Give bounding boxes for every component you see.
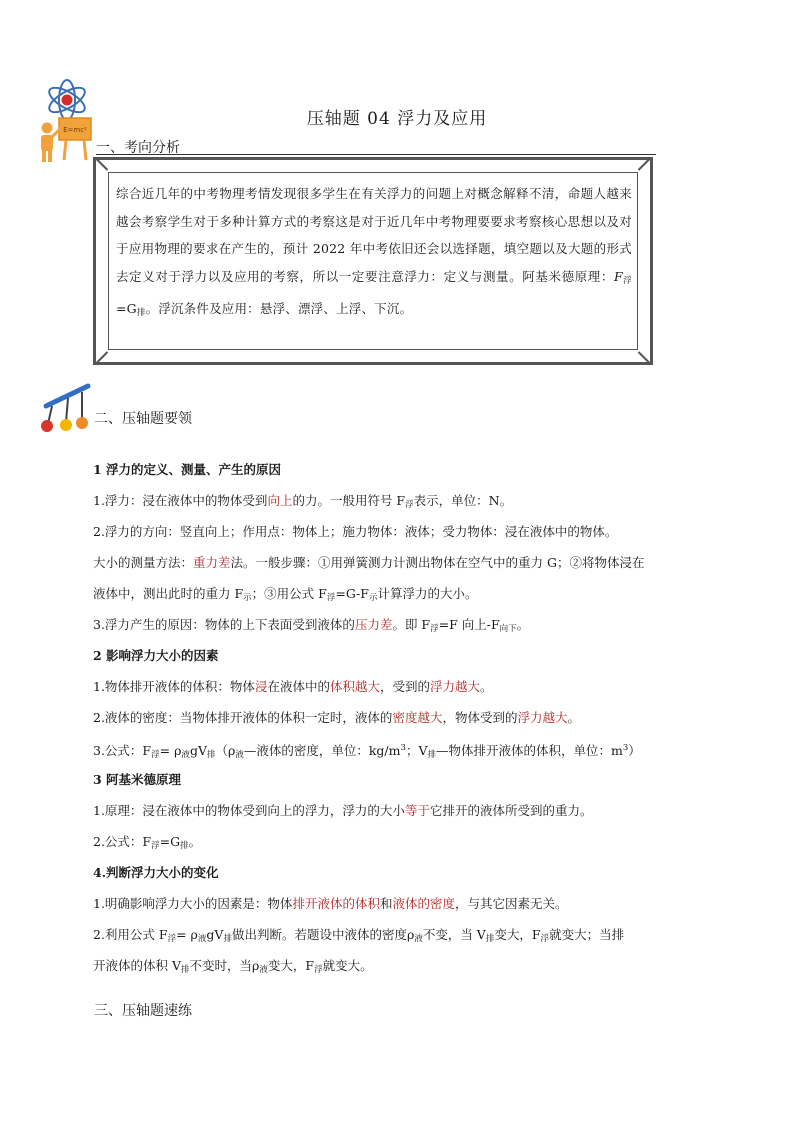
content-line: 2.液体的密度：当物体排开液体的体积一定时，液体的密度越大，物体受到的浮力越大。	[93, 710, 580, 725]
balance-icon	[41, 386, 88, 432]
section-underline	[96, 154, 656, 155]
subheading-3: 3 阿基米德原理	[93, 772, 182, 787]
content-line: 1.浮力：浸在液体中的物体受到向上的力。一般用符号 $F_浮$表示，单位：N。	[93, 493, 513, 510]
subheading-1: 1 浮力的定义、测量、产生的原因	[93, 462, 282, 477]
frame-corner	[95, 351, 108, 364]
content-line: 2.浮力的方向：竖直向上；作用点：物体上；施力物体：液体；受力物体：浸在液体中的物体。	[93, 524, 618, 539]
content-line: 3.公式：$F_浮=$ $\rho_液gV_排(\rho_液—$液体的密度，单位：$kg/m^3$；$V_排—$物体排开液体的体积，单位：$m^3$）	[93, 743, 641, 761]
subheading-2: 2 影响浮力大小的因素	[93, 648, 219, 663]
page-title: 压轴题 04 浮力及应用	[306, 109, 488, 129]
frame-corner	[638, 351, 651, 364]
analysis-box	[93, 157, 653, 365]
content-line: 1.物体排开液体的体积：物体浸在液体中的体积越大，受到的浮力越大。	[93, 679, 493, 694]
content-line: 2.公式：$F_浮=G_排$。	[93, 834, 202, 851]
subheading-4: 4.判断浮力大小的变化	[93, 865, 219, 880]
content-line: 2.利用公式 $F_浮= \rho_液gV_排$做出判断。若题设中液体的密度$\rho_液$不变，当 $V_排$变大，$F_浮$就变大；当排	[93, 927, 625, 944]
frame-corner	[95, 157, 108, 170]
balance-logo	[38, 380, 94, 434]
content-line: 液体中，测出此时的重力 $F_示$；③用公式 $F_浮=G-F_示$计算浮力的大小。	[93, 586, 478, 603]
section-heading-key-points: 二、压轴题要领	[94, 411, 192, 427]
section-heading-analysis: 一、考向分析	[96, 140, 180, 156]
board-formula: E=mc²	[63, 126, 87, 134]
frame-corner	[638, 157, 651, 170]
content-line: 3.浮力产生的原因：物体的上下表面受到液体的压力差。即 $F_浮=F$ 向上$-F_{向下}$。	[93, 617, 530, 634]
content-line: 1.明确影响浮力大小的因素是：物体排开液体的体积和液体的密度，与其它因素无关。	[93, 896, 568, 911]
key-points-content	[93, 454, 715, 981]
content-line: 大小的测量方法：重力差法。一般步骤：①用弹簧测力计测出物体在空气中的重力 G；②将物体浸在	[93, 555, 645, 570]
content-line: 开液体的体积 $V_排$不变时，当$\rho_液$变大，$F_浮$就变大。	[93, 958, 373, 975]
content-line: 1.原理：浸在液体中的物体受到向上的浮力，浮力的大小等于它排开的液体所受到的重力。	[93, 803, 593, 818]
section-heading-practice: 三、压轴题速练	[94, 1003, 192, 1019]
analysis-text: 综合近几年的中考物理考情发现很多学生在有关浮力的问题上对概念解释不清，命题人越来越会考察学生对于多种计算方式的考察这是对于近几年中考物理要要求考察核心思想以及对于应用物理的要求在产生的，预计 2022 年中考依旧还会以选择题，填空题以及大题的形式去定义对于浮力以及应用的考察，所以一定要注意浮力：定义与测量。阿基米德原理：$F_浮=G_排$。浮沉条件及应用：悬浮、漂浮、上浮、下沉。	[116, 186, 632, 318]
